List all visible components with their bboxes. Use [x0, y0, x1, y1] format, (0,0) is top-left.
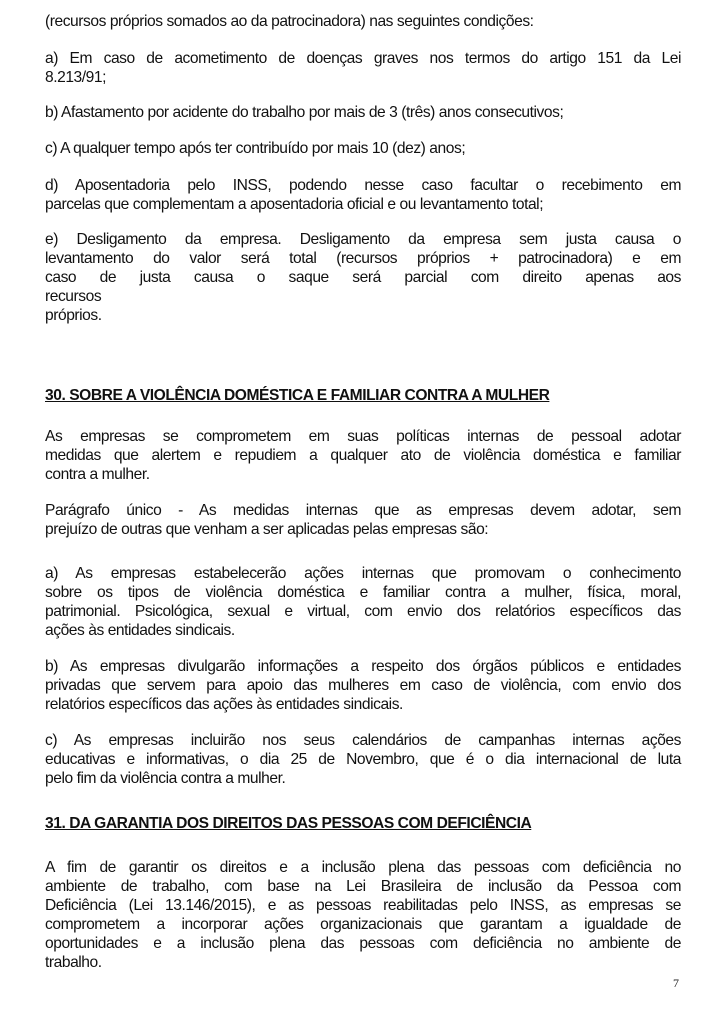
section-30-heading: 30. SOBRE A VIOLÊNCIA DOMÉSTICA E FAMILIAR CONTRA A MULHER: [45, 387, 550, 404]
text-line: ambiente de trabalho, com base na Lei Brasileira de inclusão da Pessoa com: [45, 878, 681, 895]
section-30-item-a: [45, 564, 681, 640]
text-line: caso de justa causa o saque será parcial com direito apenas aos: [45, 269, 681, 286]
text-line: educativas e informativas, o dia 25 de Novembro, que é o dia internacional de luta: [45, 751, 681, 768]
text-line: relatórios específicos das ações às entidades sindicais.: [45, 696, 403, 713]
text-line: parcelas que complementam a aposentadoria oficial e ou levantamento total;: [45, 196, 544, 213]
text-line: 8.213/91;: [45, 69, 106, 86]
item-b-paragraph: [45, 103, 681, 122]
text-line: a) As empresas estabelecerão ações internas que promovam o conhecimento: [45, 565, 681, 582]
text-line: ações às entidades sindicais.: [45, 622, 235, 639]
text-line: comprometem a incorporar ações organizacionais que garantam a igualdade de: [45, 916, 681, 933]
section-30-item-c: [45, 731, 681, 788]
section-31-paragraph-1: [45, 858, 681, 972]
text-line: (recursos próprios somados ao da patrocinadora) nas seguintes condições:: [45, 13, 534, 30]
text-line: a) Em caso de acometimento de doenças graves nos termos do artigo 151 da Lei: [45, 50, 681, 67]
text-line: próprios.: [45, 307, 102, 324]
text-line: levantamento do valor será total (recursos próprios + patrocinadora) e em: [45, 250, 681, 267]
section-30-item-b: [45, 657, 681, 714]
text-line: c) A qualquer tempo após ter contribuído por mais 10 (dez) anos;: [45, 140, 466, 157]
text-line: b) As empresas divulgarão informações a respeito dos órgãos públicos e entidades: [45, 658, 681, 675]
text-line: trabalho.: [45, 954, 102, 971]
text-line: pelo fim da violência contra a mulher.: [45, 770, 286, 787]
text-line: medidas que alertem e repudiem a qualquer ato de violência doméstica e familiar: [45, 447, 681, 464]
text-line: Parágrafo único - As medidas internas que as empresas devem adotar, sem: [45, 502, 681, 519]
section-30-paragraph-unico: [45, 501, 681, 539]
text-line: recursos: [45, 288, 102, 305]
text-line: prejuízo de outras que venham a ser aplicadas pelas empresas são:: [45, 521, 489, 538]
item-a-paragraph: [45, 49, 681, 87]
section-31-heading: 31. DA GARANTIA DOS DIREITOS DAS PESSOAS COM DEFICIÊNCIA: [45, 815, 532, 832]
text-line: Deficiência (Lei 13.146/2015), e as pessoas reabilitadas pelo INSS, as empresas se: [45, 897, 681, 914]
item-e-paragraph: [45, 230, 681, 325]
item-d-paragraph: [45, 176, 681, 214]
text-line: privadas que servem para apoio das mulheres em caso de violência, com envio dos: [45, 677, 681, 694]
text-line: sobre os tipos de violência doméstica e familiar contra a mulher, física, moral,: [45, 584, 681, 601]
text-line: As empresas se comprometem em suas políticas internas de pessoal adotar: [45, 428, 681, 445]
text-line: oportunidades e a inclusão plena das pessoas com deficiência no ambiente de: [45, 935, 681, 952]
text-line: A fim de garantir os direitos e a inclusão plena das pessoas com deficiência no: [45, 859, 681, 876]
text-line: contra a mulher.: [45, 466, 150, 483]
page-number: 7: [673, 976, 679, 990]
text-line: b) Afastamento por acidente do trabalho por mais de 3 (três) anos consecutivos;: [45, 104, 564, 121]
text-line: patrimonial. Psicológica, sexual e virtual, com envio dos relatórios específicos das: [45, 603, 681, 620]
text-line: d) Aposentadoria pelo INSS, podendo nesse caso facultar o recebimento em: [45, 177, 681, 194]
item-c-paragraph: [45, 139, 681, 158]
text-line: e) Desligamento da empresa. Desligamento da empresa sem justa causa o: [45, 231, 681, 248]
intro-paragraph: [45, 12, 681, 31]
text-line: c) As empresas incluirão nos seus calendários de campanhas internas ações: [45, 732, 681, 749]
section-30-paragraph-1: [45, 427, 681, 484]
